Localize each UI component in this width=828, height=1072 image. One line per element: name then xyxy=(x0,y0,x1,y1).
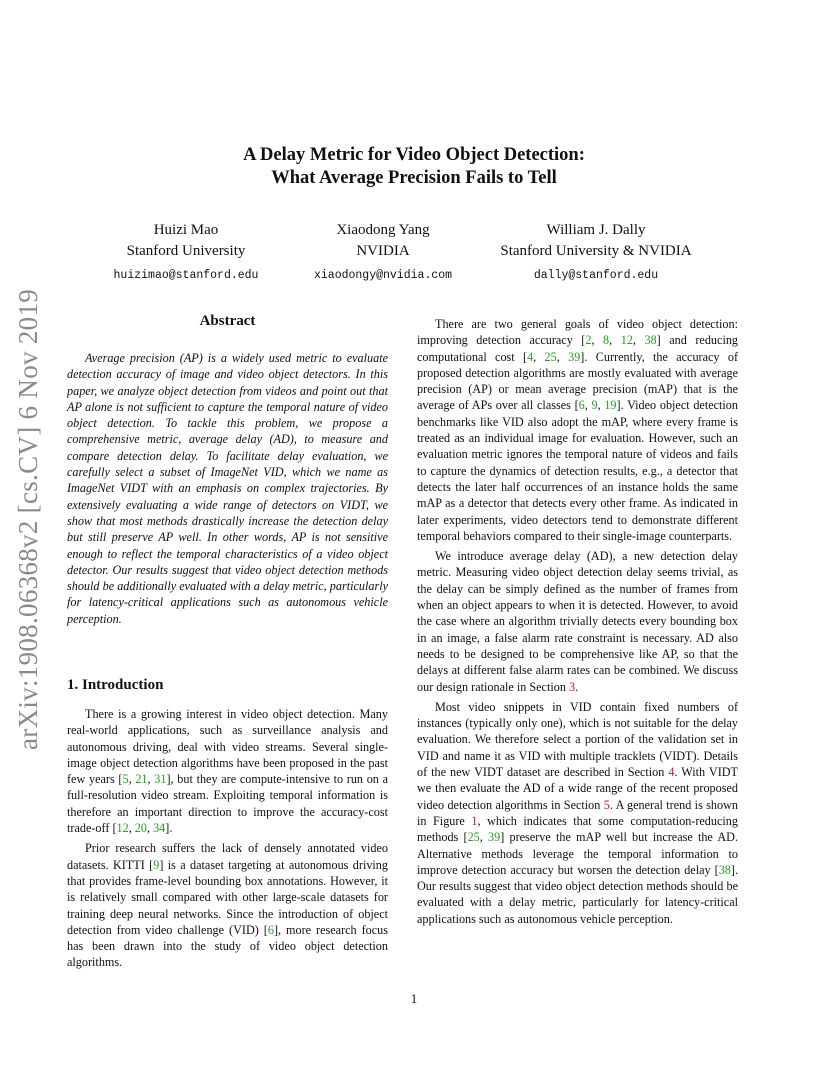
citation-link[interactable]: 31 xyxy=(154,772,167,787)
citation-link[interactable]: 20 xyxy=(134,821,147,836)
author-affiliation: Stanford University xyxy=(126,243,246,259)
citation-link[interactable]: 19 xyxy=(604,398,617,413)
page-number: 1 xyxy=(410,991,418,1006)
citation-link[interactable]: 2 xyxy=(585,333,592,348)
intro-paragraph-2: Prior research suffers the lack of densely annotated video datasets. KITTI [9] is a dataset targeting at autonomous driving that provides frame-level bounding box annotations. However, it is relatively small compared with other large-scale datasets for training deep neural networks. Since the introduction of object detection from video challenge (VID) [6], more research focus has been drawn into the study of video object detection algorithms. xyxy=(67,841,388,970)
right-paragraph-2: We introduce average delay (AD), a new detection delay metric. Measuring video object detection delay seems trivial, as the delay can be simply defined as the number of frames from when an object appears to when it is detected. However, to avoid the case where an algorithm trivially detects every bounding box in an image, a false alarm rate constraint is necessary. AD also needs to be designed to be comprehensive like AP, so that the delays at different false alarm rates can be combined. We discuss our design rationale in Section 3. xyxy=(417,549,738,694)
paper-title-line-2: What Average Precision Fails to Tell xyxy=(271,168,557,188)
citation-link[interactable]: 38 xyxy=(644,333,657,348)
author-email: huizimao@stanford.edu xyxy=(113,269,259,282)
author-name: William J. Dally xyxy=(546,222,646,238)
author-block-1 xyxy=(96,220,276,286)
author-affiliation: NVIDIA xyxy=(356,243,410,259)
arxiv-stamp: arXiv:1908.06368v2 [cs.CV] 6 Nov 2019 xyxy=(13,288,43,750)
author-name: Xiaodong Yang xyxy=(336,222,430,238)
right-paragraph-1: There are two general goals of video object detection: improving detection accuracy [2, 8, 12, 38] and reducing computational cost [4, 25, 39]. Currently, the accuracy of proposed detection algorithms are mostly evaluated with average precision (AP) or mean average precision (mAP) that is the average of APs over all classes [6, 9, 19]. Video object detection benchmarks like VID also adopt the mAP, where every frame is treated as an individual image for evaluation. However, such an evaluation metric ignores the temporal nature of videos and fails to capture the dynamics of detection results, e.g., a detector that detects the later half occurrences of an instance holds the same mAP as a detector that detects every other frame. As indicated in later experiments, video detectors tend to demonstrate different temporal behaviors compared to their single-image counterparts. xyxy=(417,317,739,543)
citation-link[interactable]: 38 xyxy=(718,862,731,877)
author-email: dally@stanford.edu xyxy=(533,269,659,282)
citation-link[interactable]: 6 xyxy=(578,398,585,413)
section-ref-link[interactable]: 4 xyxy=(668,765,675,780)
author-email: xiaodongy@nvidia.com xyxy=(313,269,453,282)
author-affiliation: Stanford University & NVIDIA xyxy=(500,243,692,259)
right-column-body xyxy=(417,316,738,931)
citation-link[interactable]: 39 xyxy=(488,830,501,845)
section-heading-introduction: 1. Introduction xyxy=(67,677,164,693)
citation-link[interactable]: 5 xyxy=(122,772,129,787)
introduction-body xyxy=(67,706,388,975)
author-block-3 xyxy=(476,220,716,286)
right-paragraph-3: Most video snippets in VID contain fixed numbers of instances (typically only one), which is not suitable for the delay evaluation. We therefore select a portion of the validation set in VID and name it as VID with multiple tracklets (VIDT). Details of the new VIDT dataset are described in Section 4. With VIDT we then evaluate the AD of a wide range of the recent proposed video detection algorithms in Section 5. A general trend is shown in Figure 1, which indicates that some computation-reducing methods [25, 39] preserve the mAP well but increase the AD. Alternative methods leverage the temporal information to improve detection accuracy but worsen the detection delay [38]. Our results suggest that video object detection methods should be evaluated with a delay metric, particularly for latency-critical applications such as autonomous vehicle perception. xyxy=(417,699,739,926)
citation-link[interactable]: 9 xyxy=(153,857,160,872)
citation-link[interactable]: 12 xyxy=(620,333,633,348)
citation-link[interactable]: 6 xyxy=(267,922,274,937)
citation-link[interactable]: 9 xyxy=(591,398,598,413)
citation-link[interactable]: 34 xyxy=(153,821,166,836)
figure-ref-link[interactable]: 1 xyxy=(471,813,478,828)
abstract-body xyxy=(67,350,388,631)
citation-link[interactable]: 25 xyxy=(467,830,480,845)
section-ref-link[interactable]: 3 xyxy=(568,679,576,694)
author-block-2 xyxy=(293,220,473,286)
citation-link[interactable]: 25 xyxy=(544,349,557,364)
section-ref-link[interactable]: 5 xyxy=(603,797,610,812)
paper-title-line-1: A Delay Metric for Video Object Detection: xyxy=(243,145,585,165)
citation-link[interactable]: 8 xyxy=(603,333,610,348)
citation-link[interactable]: 4 xyxy=(527,349,534,364)
citation-link[interactable]: 12 xyxy=(116,821,129,836)
intro-paragraph-1: There is a growing interest in video object detection. Many real-world applications, such as surveillance analysis and autonomous driving, deal with video streams. Several single-image object detection algorithms have been proposed in the past few years [5, 21, 31], but they are compute-intensive to run on a full-resolution video stream. Exploiting temporal information is therefore an important direction to improve the accuracy-cost trade-off [12, 20, 34]. xyxy=(67,707,389,836)
author-name: Huizi Mao xyxy=(153,222,219,238)
citation-link[interactable]: 39 xyxy=(568,349,581,364)
abstract-paragraph: Average precision (AP) is a widely used metric to evaluate detection accuracy of image and video object detectors. In this paper, we analyze object detection from videos and point out that AP alone is not sufficient to capture the temporal nature of video object detection. To tackle this problem, we propose a comprehensive metric, average delay (AD), to measure and compare detection delay. To facilitate delay evaluation, we carefully select a subset of ImageNet VID, which we name as ImageNet VIDT with an emphasis on complex trajectories. By extensively evaluating a wide range of detectors on VIDT, we show that most methods drastically increase the detection delay but still preserve AP well. In other words, AP is not sensitive enough to reflect the temporal characteristics of a video object detector. Our results suggest that video object detection methods should be additionally evaluated with a delay metric, particularly for latency-critical applications such as autonomous vehicle perception. xyxy=(67,351,388,626)
citation-link[interactable]: 21 xyxy=(135,772,148,787)
abstract-heading: Abstract xyxy=(199,313,256,329)
